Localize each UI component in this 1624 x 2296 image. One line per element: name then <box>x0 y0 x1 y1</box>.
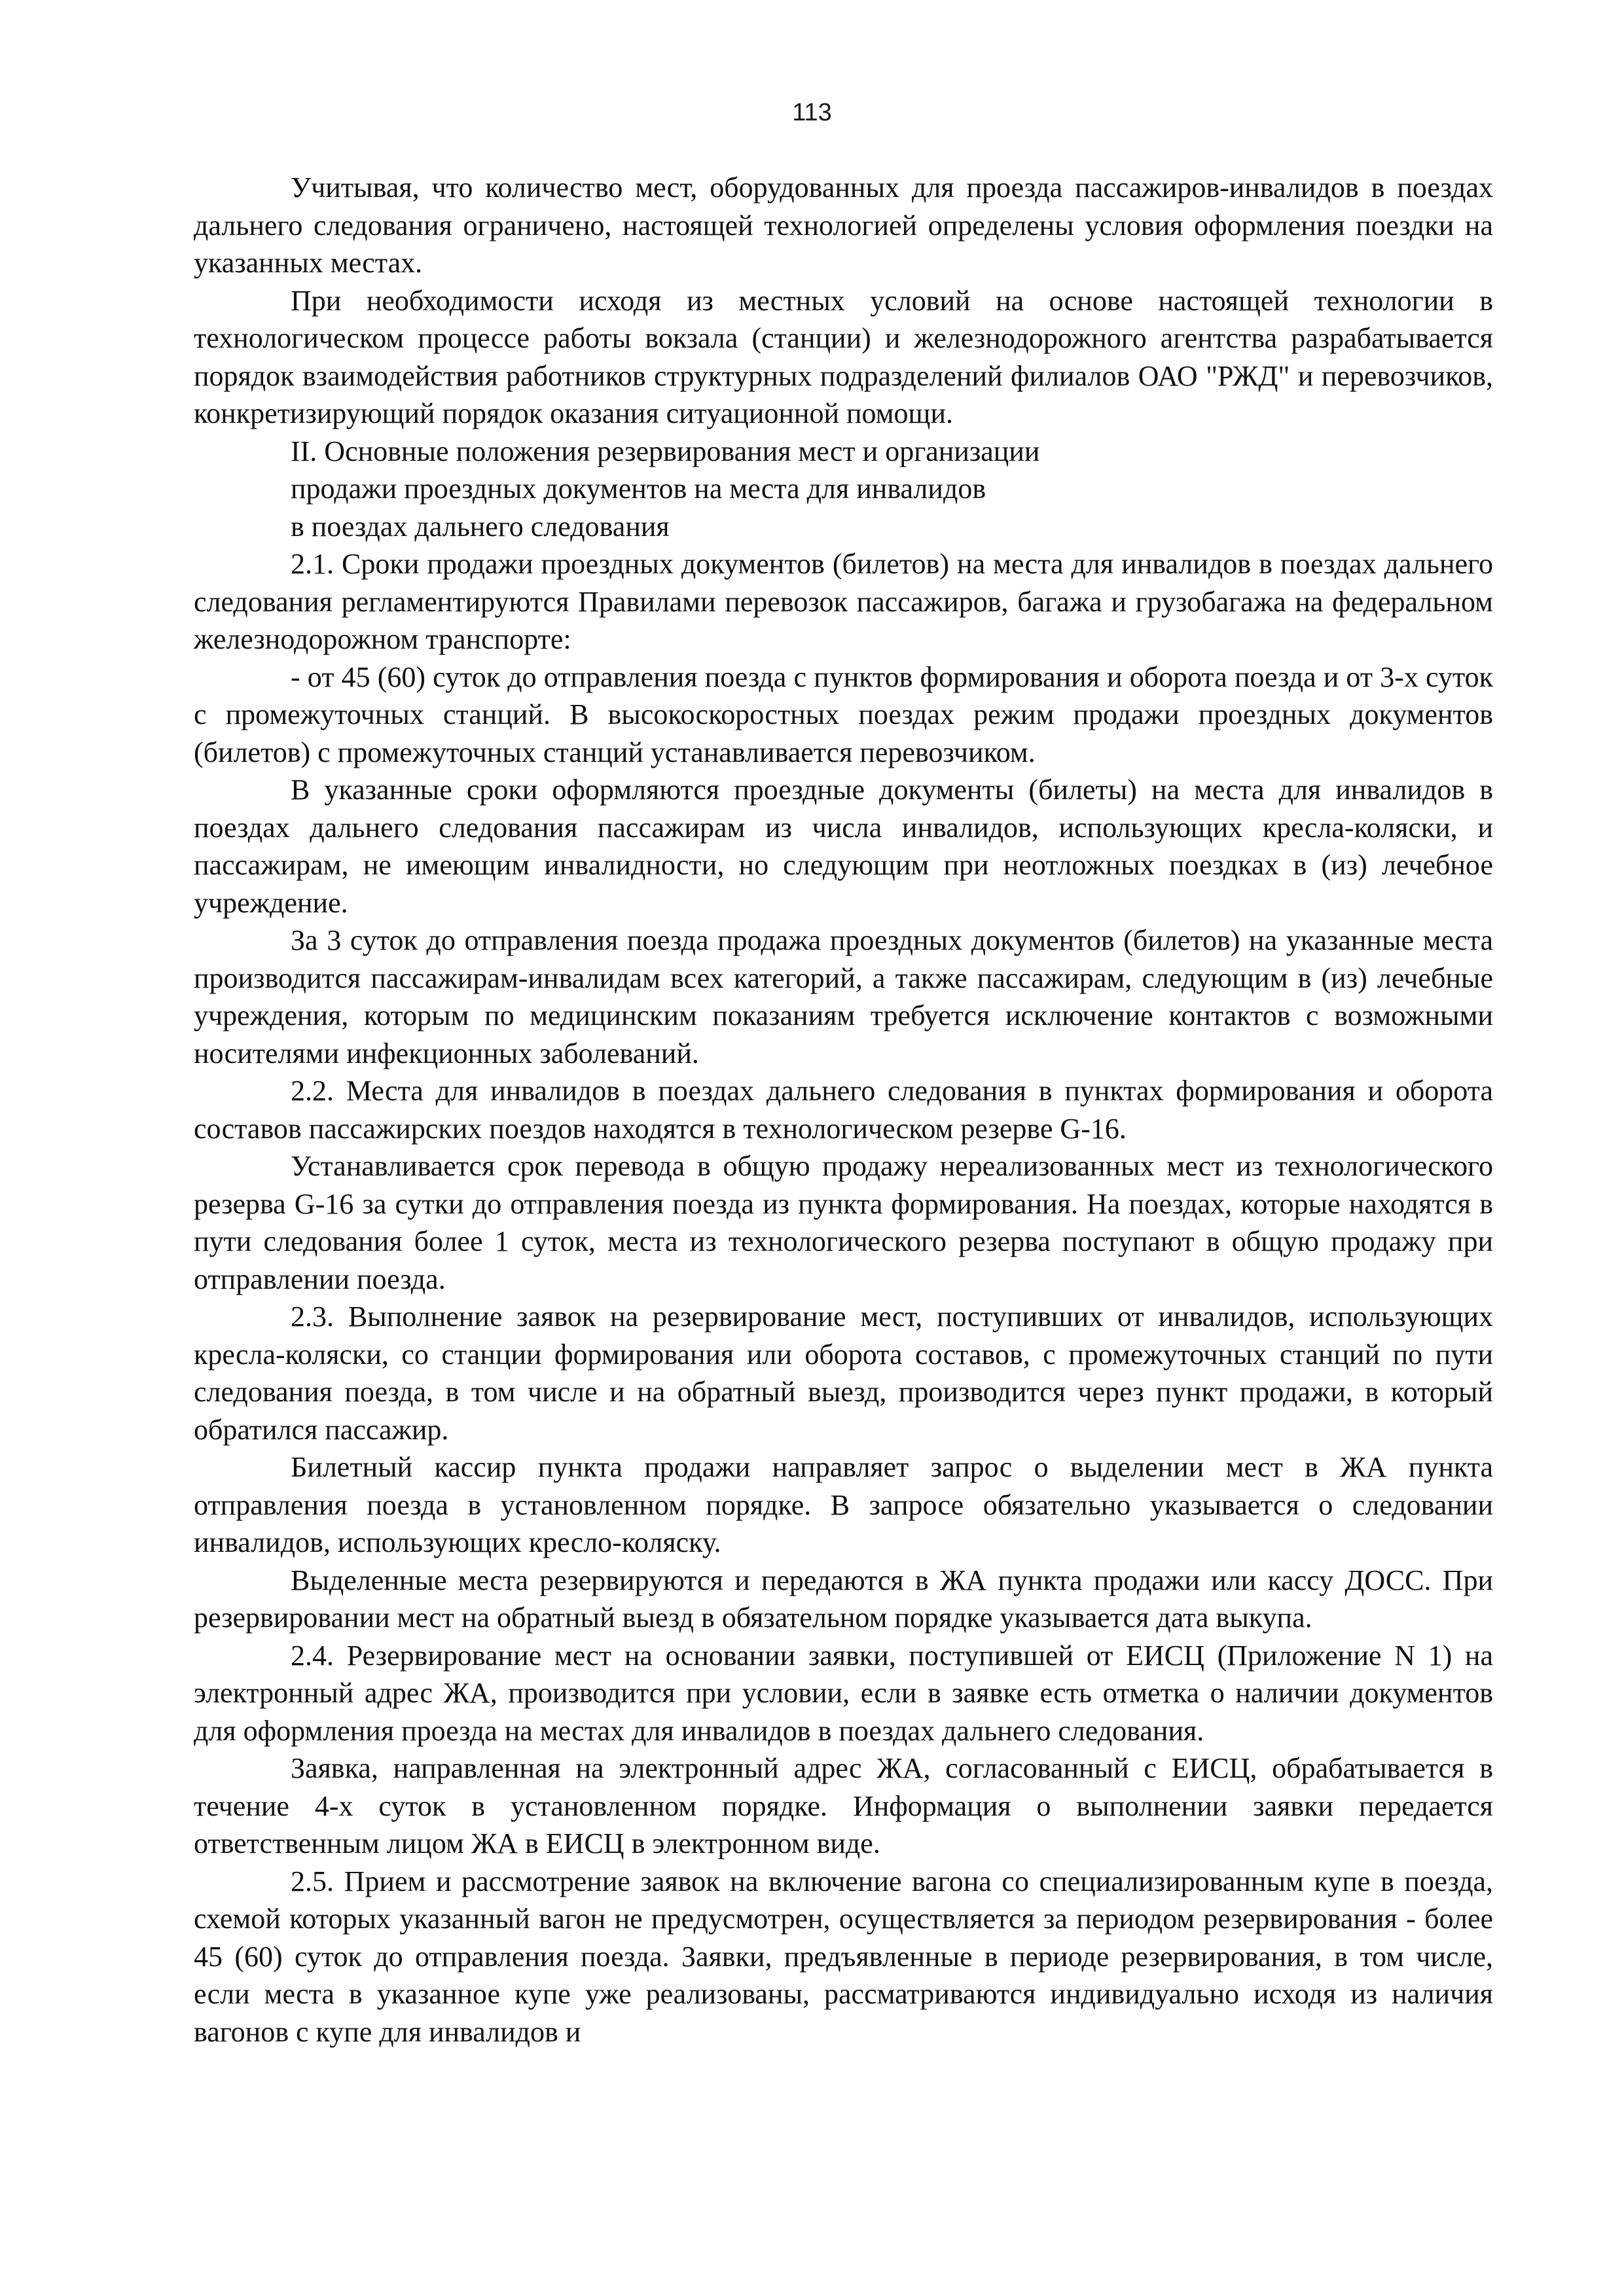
paragraph: Билетный кассир пункта продажи направляет запрос о выделении мест в ЖА пункта отправления поезда в установленном порядке. В запросе обязательно указывается о следовании инвалидов, использующих кресло-коляску. <box>194 1451 1493 1558</box>
clause-2-2: 2.2. Места для инвалидов в поездах дальнего следования в пунктах формирования и оборота составов пассажирских поездов находятся в технологическом резерве G-16. <box>194 1075 1493 1145</box>
clause-2-1: 2.1. Сроки продажи проездных документов (билетов) на места для инвалидов в поездах дальнего следования регламентируются Правилами перевозок пассажиров, багажа и грузобагажа на федеральном железнодорожном транспорте: <box>194 548 1493 655</box>
section-heading-line: продажи проездных документов на места для инвалидов <box>291 473 986 505</box>
paragraph: - от 45 (60) суток до отправления поезда с пунктов формирования и оборота поезда и от 3-х суток с промежуточных станций. В высокоскоростных поездах режим продажи проездных документов (билетов) с промежуточных станций устанавливается перевозчиком. <box>194 660 1493 768</box>
paragraph: В указанные сроки оформляются проездные документы (билеты) на места для инвалидов в поездах дальнего следования пассажирам из числа инвалидов, использующих кресла-коляски, и пассажирам, не имеющим инвалидности, но следующим при неотложных поездках в (из) лечебное учреждение. <box>194 774 1493 919</box>
clause-2-3: 2.3. Выполнение заявок на резервирование мест, поступивших от инвалидов, использующих кресла-коляски, со станции формирования или оборота составов, с промежуточных станций по пути следования поезда, в том числе и на обратный выезд, производится через пункт продажи, в который обратился пассажир. <box>194 1300 1493 1446</box>
paragraph: При необходимости исходя из местных условий на основе настоящей технологии в технологическом процессе работы вокзала (станции) и железнодорожного агентства разрабатывается порядок взаимодействия работников структурных подразделений филиалов ОАО "РЖД" и перевозчиков, конкретизирующий порядок оказания ситуационной помощи. <box>194 284 1493 429</box>
clause-2-4: 2.4. Резервирование мест на основании заявки, поступившей от ЕИСЦ (Приложение N 1) на электронный адрес ЖА, производится при условии, если в заявке есть отметка о наличии документов для оформления проезда на местах для инвалидов в поездах дальнего следования. <box>194 1639 1493 1747</box>
page-number: 113 <box>792 99 832 126</box>
document-body <box>194 169 1493 2051</box>
section-heading <box>194 433 1493 546</box>
paragraph: За 3 суток до отправления поезда продажа проездных документов (билетов) на указанные места производится пассажирам-инвалидам всех категорий, а также пассажирам, следующим в (из) лечебные учреждения, которым по медицинским показаниям требуется исключение контактов с возможными носителями инфекционных заболеваний. <box>194 924 1493 1069</box>
clause-2-5: 2.5. Прием и рассмотрение заявок на включение вагона со специализированным купе в поезда, схемой которых указанный вагон не предусмотрен, осуществляется за периодом резервирования - более 45 (60) суток до отправления поезда. Заявки, предъявленные в периоде резервирования, в том числе, если места в указанное купе уже реализованы, рассматриваются индивидуально исходя из наличия вагонов с купе для инвалидов и <box>194 1865 1493 2048</box>
paragraph: Устанавливается срок перевода в общую продажу нереализованных мест из технологического резерва G-16 за сутки до отправления поезда из пункта формирования. На поездах, которые находятся в пути следования более 1 суток, места из технологического резерва поступают в общую продажу при отправлении поезда. <box>194 1150 1493 1295</box>
paragraph: Заявка, направленная на электронный адрес ЖА, согласованный с ЕИСЦ, обрабатывается в течение 4-х суток в установленном порядке. Информация о выполнении заявки передается ответственным лицом ЖА в ЕИСЦ в электронном виде. <box>194 1752 1493 1859</box>
section-heading-line: в поездах дальнего следования <box>291 510 670 543</box>
paragraph: Учитывая, что количество мест, оборудованных для проезда пассажиров-инвалидов в поездах дальнего следования ограничено, настоящей технологией определены условия оформления поездки на указанных местах. <box>194 171 1493 279</box>
paragraph: Выделенные места резервируются и передаются в ЖА пункта продажи или кассу ДОСС. При резервировании мест на обратный выезд в обязательном порядке указывается дата выкупа. <box>194 1564 1493 1634</box>
section-heading-line: II. Основные положения резервирования мест и организации <box>291 435 1040 467</box>
